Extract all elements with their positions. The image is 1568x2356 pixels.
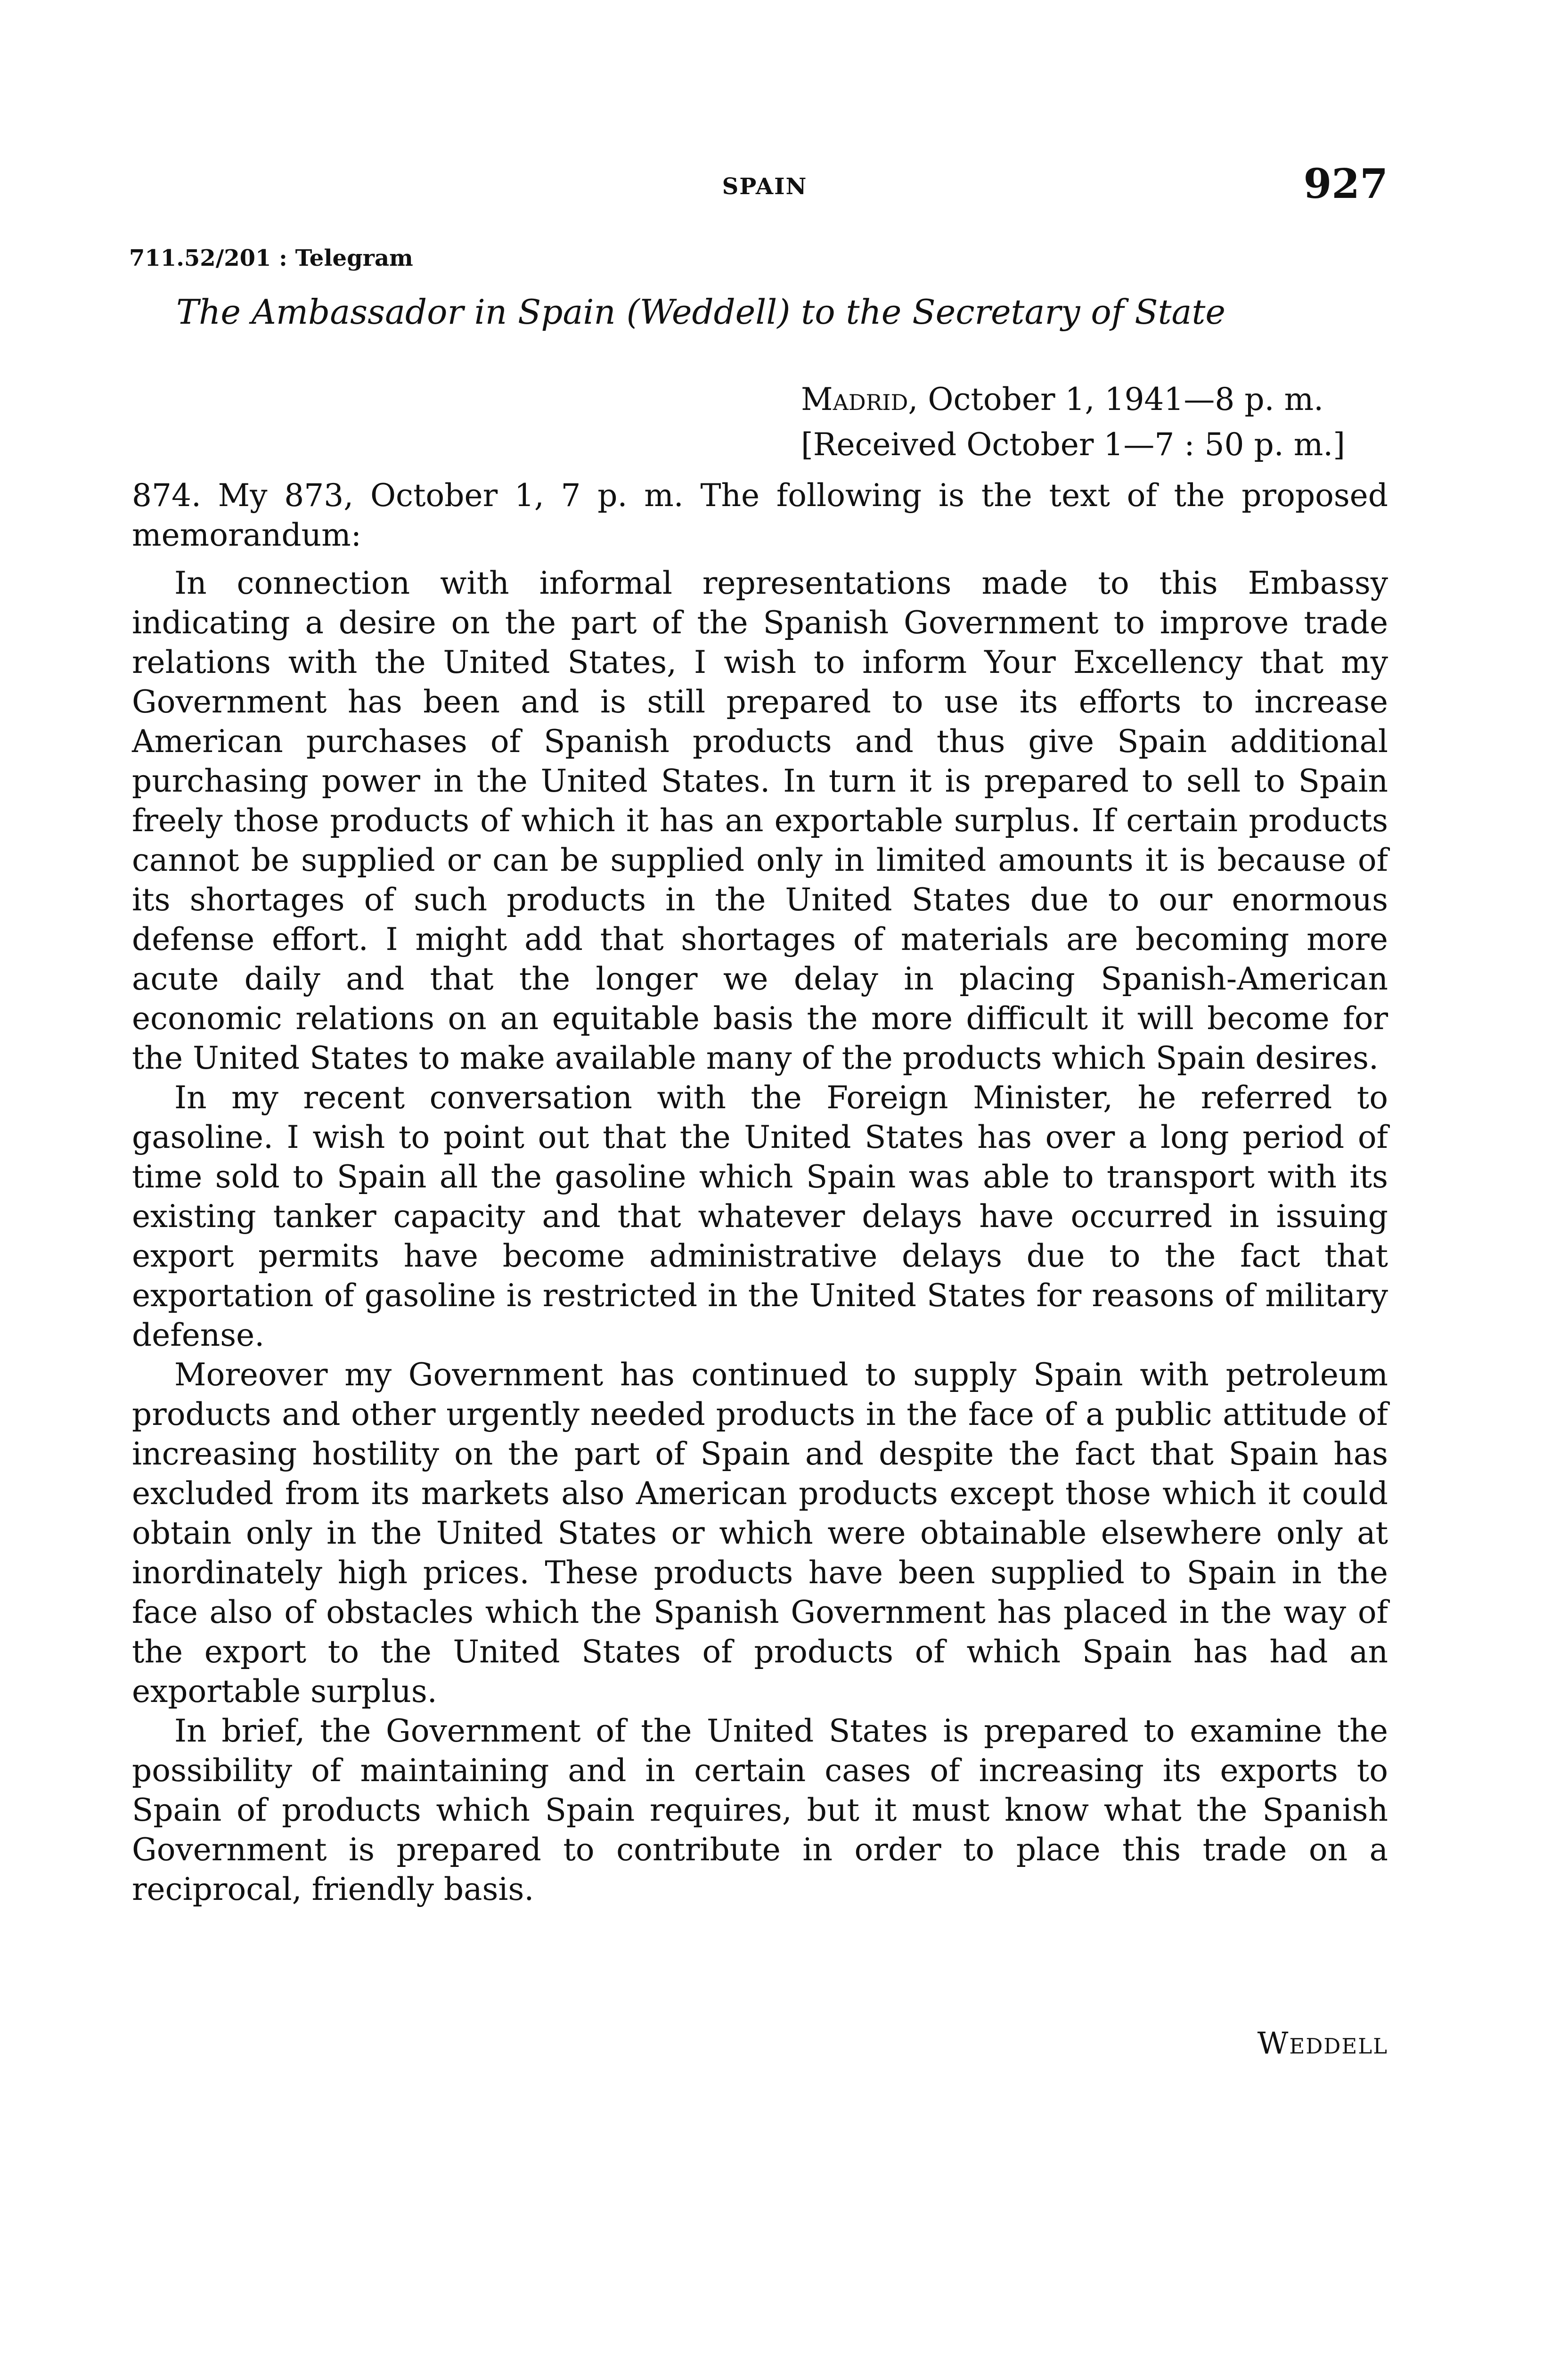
signature: Weddell	[1257, 2026, 1388, 2061]
memorandum-paragraph: In connection with informal representations made to this Embassy indicating a desire on the part of the Spanish Government to improve trade relations with the United States, I wish to inform Your Excellency that my Government has been and is still prepared to use its efforts to increase American purchases of Spanish products and thus give Spain additional purchasing power in the United States. In turn it is prepared to sell to Spain freely those products of which it has an exportable surplus. If certain products cannot be supplied or can be supplied only in limited amounts it is because of its shortages of such products in the United States due to our enormous defense effort. I might add that shortages of materials are becoming more acute daily and that the longer we delay in placing Spanish-American economic relations on an equitable basis the more difficult it will become for the United States to make available many of the products which Spain desires.	[132, 565, 1388, 1076]
running-head	[141, 160, 1388, 212]
telegram-body	[132, 476, 1388, 1909]
dateline	[801, 377, 1345, 467]
intro-paragraph: 874. My 873, October 1, 7 p. m. The following is the text of the proposed memorandum:	[132, 477, 1388, 553]
document-heading: The Ambassador in Spain (Weddell) to the Secretary of State	[176, 292, 1226, 332]
dateline-sent-time: , October 1, 1941—8 p. m.	[908, 381, 1324, 417]
section-title: SPAIN	[722, 173, 808, 200]
memorandum-paragraph: Moreover my Government has continued to supply Spain with petroleum products and other urgently needed products in the face of a public attitude of increasing hostility on the part of Spain and despite the fact that Spain has excluded from its markets also American products except those which it could obtain only in the United States or which were obtainable elsewhere only at inordinately high prices. These products have been supplied to Spain in the face also of obstacles which the Spanish Government has placed in the way of the export to the United States of products of which Spain has had an exportable surplus.	[132, 1357, 1388, 1710]
dateline-place: Madrid	[801, 381, 908, 417]
memorandum	[132, 564, 1388, 1909]
memorandum-paragraph: In my recent conversation with the Foreign Minister, he referred to gasoline. I wish to point out that the United States has over a long period of time sold to Spain all the gasoline which Spain was able to transport with its existing tanker capacity and that whatever delays have occurred in issuing export permits have become administrative delays due to the fact that exportation of gasoline is restricted in the United States for reasons of military defense.	[132, 1080, 1388, 1353]
dateline-sent	[801, 377, 1345, 422]
dateline-received: [Received October 1—7 : 50 p. m.]	[801, 426, 1346, 463]
file-reference: 711.52/201 : Telegram	[129, 245, 413, 271]
page-number: 927	[1303, 160, 1388, 208]
memorandum-paragraph: In brief, the Government of the United States is prepared to examine the possibility of maintaining and in certain cases of increasing its exports to Spain of products which Spain requires, but it must know what the Spanish Government is prepared to contribute in order to place this trade on a reciprocal, friendly basis.	[132, 1713, 1388, 1907]
